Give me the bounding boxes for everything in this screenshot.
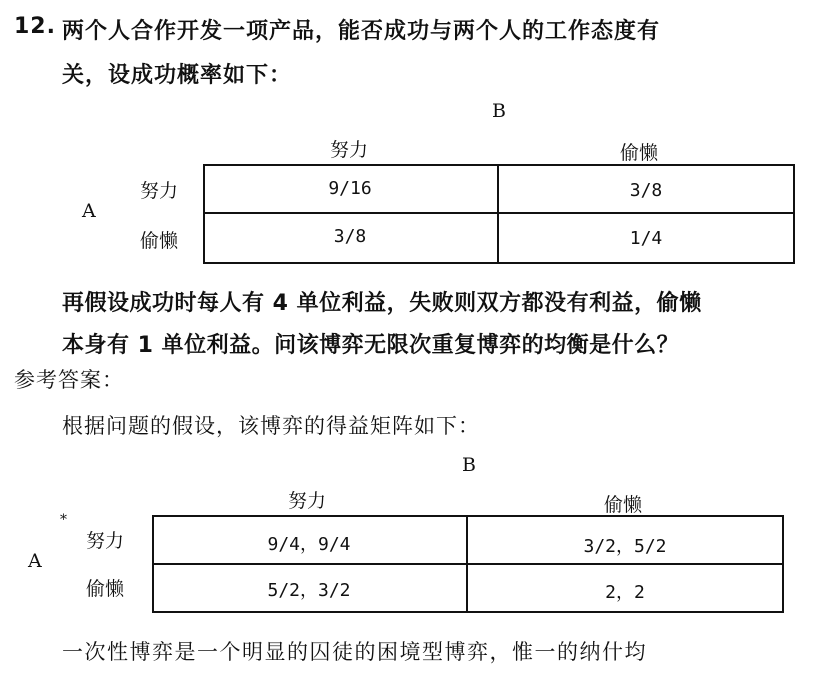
table2-cell: 2，2 (605, 582, 645, 603)
table1-row-header-1: 努力 (140, 180, 179, 202)
stray-asterisk: * (60, 512, 67, 528)
table2-cell: 5/2，3/2 (267, 580, 351, 601)
table1-cell: 9/16 (328, 178, 372, 199)
table1-col-header-2: 偷懒 (620, 142, 659, 164)
table2-row-divider (152, 563, 784, 565)
question-cont-line-2: 本身有 1 单位利益。问该博弈无限次重复博弈的均衡是什么？ (62, 333, 680, 358)
table2-col-header-1: 努力 (288, 490, 327, 512)
table1-row-header-2: 偷懒 (140, 230, 179, 252)
table1-row-divider (203, 212, 795, 214)
footer-line-1: 一次性博弈是一个明显的囚徒的困境型博弈，惟一的纳什均 (62, 640, 647, 664)
table1-cell: 1/4 (629, 228, 663, 249)
question-number: 12. (14, 14, 56, 39)
table1-player-a: A (82, 200, 96, 222)
table2-row-header-1: 努力 (86, 530, 125, 552)
question-line-2: 关，设成功概率如下： (62, 63, 293, 88)
table1-col-header-1: 努力 (330, 139, 369, 161)
table1-cell: 3/8 (629, 180, 663, 201)
answer-heading: 参考答案： (14, 368, 124, 392)
table2-player-b: B (462, 454, 476, 476)
table1-player-b: B (492, 100, 506, 122)
question-line-1: 两个人合作开发一项产品，能否成功与两个人的工作态度有 (62, 19, 661, 44)
table2-col-header-2: 偷懒 (604, 494, 643, 516)
table2-cell: 9/4，9/4 (267, 534, 351, 555)
table2-row-header-2: 偷懒 (86, 578, 125, 600)
table2-player-a: A (28, 550, 42, 572)
answer-intro: 根据问题的假设，该博弈的得益矩阵如下： (62, 414, 480, 438)
table1-col-divider (497, 164, 499, 264)
table2-cell: 3/2，5/2 (583, 536, 667, 557)
question-cont-line-1: 再假设成功时每人有 4 单位利益，失败则双方都没有利益，偷懒 (62, 291, 702, 316)
table1-cell: 3/8 (333, 226, 367, 247)
